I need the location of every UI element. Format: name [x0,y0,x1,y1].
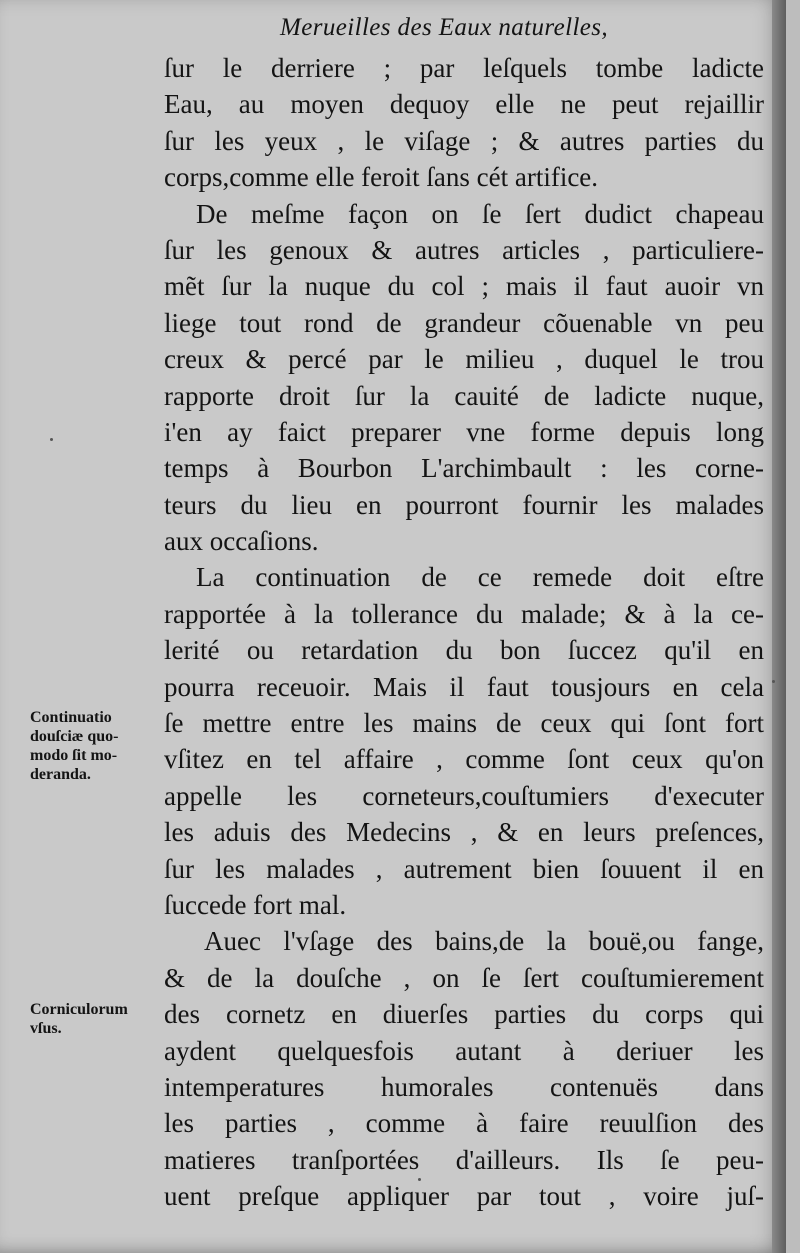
text-line: creux & percé par le milieu , duquel le trou [164,344,764,375]
text-line: ſur les malades , autrement bien ſouuent il en [164,853,764,884]
margin-note-line: Continuatio [30,709,112,726]
margin-note-continuatio [30,708,175,784]
text-line: les aduis des Medecins , & en leurs preſences, [164,817,764,848]
text-line: ſe mettre entre les mains de ceux qui ſont fort [164,708,764,739]
margin-note-line: deranda. [30,766,91,783]
text-line: lerité ou retardation du bon ſuccez qu'il en [164,635,764,666]
paper-speck [50,438,53,441]
margin-note-line: vſus. [30,1020,62,1037]
text-line: liege tout rond de grandeur cõuenable vn peu [164,307,764,338]
text-line: rapporte droit ſur la cauité de ladicte nuque, [164,380,764,411]
margin-note-line: modo ſit mo- [30,747,118,764]
text-line: ſur les yeux , le viſage ; & autres parties du [164,125,764,156]
text-line: ſur les genoux & autres articles , particuliere- [164,234,764,265]
paragraph-start-line: La continuation de ce remede doit eſtre [196,562,764,593]
margin-note-line: Corniculorum [30,1001,128,1018]
text-line: ſur le derriere ; par leſquels tombe ladicte [164,53,764,83]
text-line: i'en ay faict preparer vne forme depuis long [164,416,764,447]
text-line: les parties , comme à faire reuulſion des [164,1108,764,1139]
text-line: aydent quelquesfois autant à deriuer les [164,1035,764,1066]
text-line: aux occaſions. [164,526,319,557]
text-line: appelle les corneteurs,couſtumiers d'executer [164,780,764,811]
text-line: matieres tranſportées d'ailleurs. Ils ſe peu- [164,1144,764,1175]
margin-note-corniculorum [30,1000,175,1038]
text-line: corps,comme elle feroit ſans cét artifice. [164,162,599,193]
paragraph-start-line: De meſme façon on ſe ſert dudict chapeau [196,198,764,229]
text-line: vſitez en tel affaire , comme ſont ceux qu'on [164,744,764,775]
text-line: teurs du lieu en pourront fournir les malades [164,489,764,520]
running-header: Merueilles des Eaux naturelles, [280,14,609,41]
text-line: des cornetz en diuerſes parties du corps qui [164,999,764,1030]
book-spine-shadow [772,0,786,1253]
text-line: temps à Bourbon L'archimbault : les corne- [164,453,764,484]
text-line: intemperatures humorales contenuës dans [164,1071,764,1102]
text-line: pourra receuoir. Mais il faut tousjours en cela [164,671,764,702]
text-line: uent preſque appliquer par tout , voire juſ- [164,1181,764,1212]
text-line: & de la douſche , on ſe ſert couſtumierement [164,962,764,993]
text-line: Eau, au moyen dequoy elle ne peut rejaillir [164,89,764,120]
text-line: mẽt ſur la nuque du col ; mais il faut auoir vn [164,271,764,302]
margin-note-line: douſciæ quo- [30,728,119,745]
page-body-text [164,50,764,1215]
text-line: rapportée à la tollerance du malade; & à la ce- [164,598,764,629]
paper-speck [418,1178,421,1181]
paper-speck [772,680,775,683]
text-line: ſuccede fort mal. [164,889,347,920]
paragraph-start-line: Auec l'vſage des bains,de la bouë,ou fange, [204,926,764,957]
